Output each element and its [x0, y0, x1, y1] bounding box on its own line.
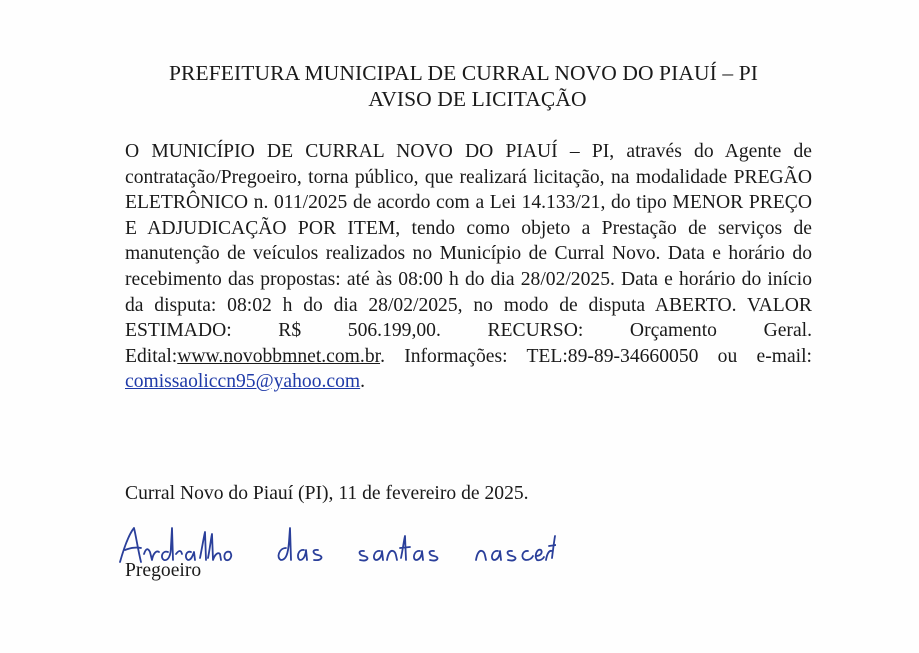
- date-line: Curral Novo do Piauí (PI), 11 de fevereiro de 2025.: [125, 483, 529, 504]
- notice-body: [125, 139, 812, 395]
- signer-role: Pregoeiro: [125, 560, 202, 581]
- notice-body-contact: . Informações: TEL:89-89-34660050 ou e-mail:: [380, 345, 812, 367]
- document-header: [0, 60, 919, 112]
- email-link[interactable]: comissaoliccn95@yahoo.com: [125, 371, 361, 393]
- edital-site-link[interactable]: www.novobbmnet.com.br: [177, 345, 381, 367]
- notice-body-end: .: [360, 371, 366, 393]
- header-municipality: PREFEITURA MUNICIPAL DE CURRAL NOVO DO PIAUÍ – PI: [168, 61, 759, 85]
- header-notice-title: AVISO DE LICITAÇÃO: [368, 87, 587, 111]
- notice-body-text: O MUNICÍPIO DE CURRAL NOVO DO PIAUÍ – PI, através do Agente de contratação/Pregoeiro, torna público, que realizará licitação, na modalidade PREGÃO ELETRÔNICO n. 011/2025 de acordo com a Lei 14.133/21, do tipo MENOR PREÇO E ADJUDICAÇÃO POR ITEM, tendo como objeto a Prestação de serviços de manutenção de veículos realizados no Município de Curral Novo. Data e horário do recebimento das propostas: até às 08:00 h do dia 28/02/2025. Data e horário do início da disputa: 08:02 h do dia 28/02/2025, no modo de disputa ABERTO. VALOR ESTIMADO: R$ 506.199,00. RECURSO: Orçamento Geral. Edital:: [125, 141, 812, 367]
